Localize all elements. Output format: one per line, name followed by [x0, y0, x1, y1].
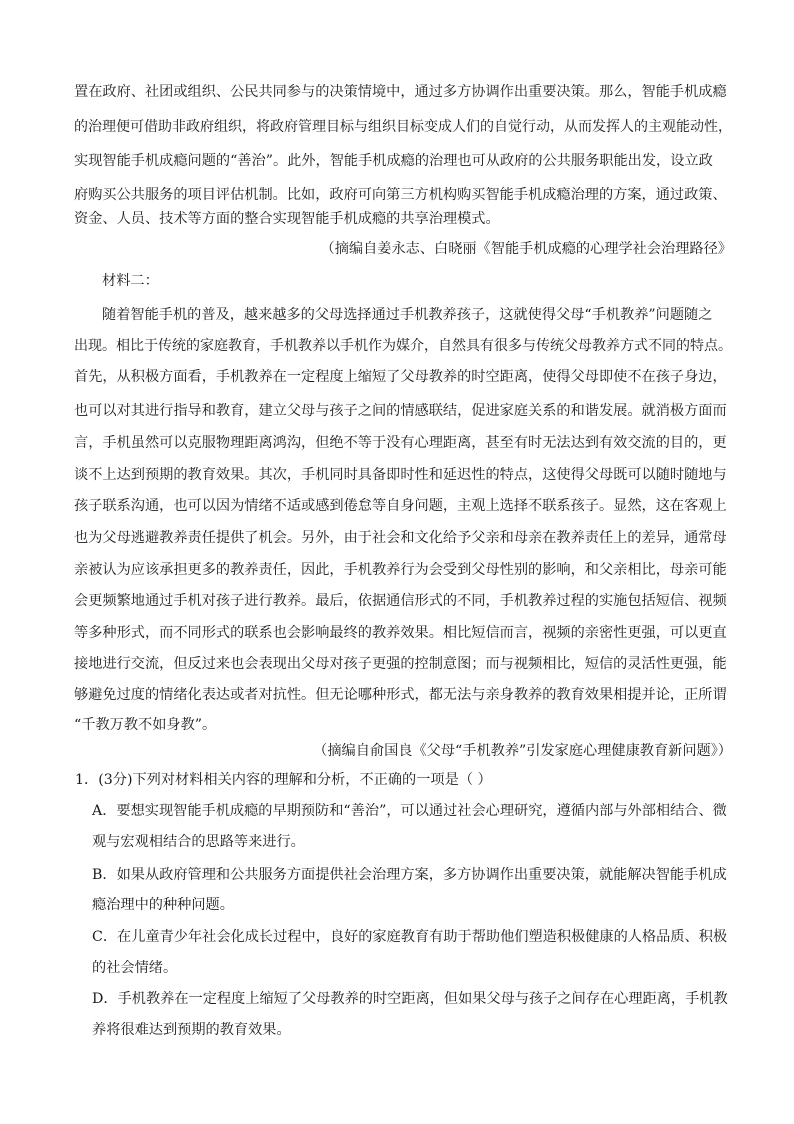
material2-line: 谈不上达到预期的教育效果。其次，手机同时具备即时性和延迟性的特点，这使得父母既可以随时随地与: [74, 467, 727, 483]
material2-line: 孩子联系沟通，也可以因为情绪不适或感到倦怠等自身问题，主观上选择不联系孩子。显然，这在客观上: [74, 498, 727, 514]
source-citation-2: （摘编自俞国良《父母“手机教养”引发家庭心理健康教育新问题》）: [313, 743, 732, 759]
material2-line: 也可以对其进行指导和教育，建立父母与孩子之间的情感联结，促进家庭关系的和谐发展。就消极方面而: [74, 403, 727, 419]
option-a-line2[interactable]: 观与宏观相结合的思路等来进行。: [92, 834, 305, 850]
material1-line: 置在政府、社团或组织、公民共同参与的决策情境中，通过多方协调作出重要决策。那么，智能手机成瘾: [74, 84, 727, 100]
material2-line: 也为父母逃避教养责任提供了机会。另外，由于社会和文化给予父亲和母亲在教养责任上的差异，通常母: [74, 530, 727, 546]
material2-line: 随着智能手机的普及，越来越多的父母选择通过手机教养孩子，这就使得父母“手机教养”问题随之: [102, 307, 713, 323]
material2-line: 等多种形式，而不同形式的联系也会影响最终的教养效果。相比短信而言，视频的亲密性更强，可以更直: [74, 625, 727, 641]
material2-line: 接地进行交流，但反过来也会表现出父母对孩子更强的控制意图；而与视频相比，短信的灵活性更强，能: [74, 656, 727, 672]
option-d-line2[interactable]: 养将很难达到预期的教育效果。: [92, 1022, 291, 1038]
source-citation-1: （摘编自姜永志、白晓丽《智能手机成瘾的心理学社会治理路径》: [320, 241, 732, 257]
option-c-line2[interactable]: 的社会情绪。: [92, 960, 178, 976]
material2-line: 够避免过度的情绪化表达或者对抗性。但无论哪种形式，都无法与亲身教养的教育效果相提并论，正所谓: [74, 687, 727, 703]
material1-line: 府购买公共服务的项目评估机制。比如，政府可向第三方机构购买智能手机成瘾治理的方案，通过政策、: [74, 187, 727, 203]
material2-line: 会更频繁地通过手机对孩子进行教养。最后，依据通信形式的不同，手机教养过程的实施包括短信、视频: [74, 593, 727, 609]
material2-line: 亲被认为应该承担更多的教养责任，因此，手机教养行为会受到父母性别的影响，和父亲相比，母亲可能: [74, 562, 727, 578]
material1-line: 的治理便可借助非政府组织，将政府管理目标与组织目标变成人们的自觉行动，从而发挥人的主观能动性，: [74, 119, 733, 135]
material2-line: “千教万教不如身教”。: [74, 717, 217, 733]
material2-line: 言，手机虽然可以克服物理距离鸿沟，但绝不等于没有心理距离，甚至有时无法达到有效交流的目的，更: [74, 435, 727, 451]
material1-line: 资金、人员、技术等方面的整合实现智能手机成瘾的共享治理模式。: [74, 211, 500, 227]
material2-heading: 材料二：: [102, 273, 159, 289]
option-c-line1[interactable]: C．在儿童青少年社会化成长过程中，良好的家庭教育有助于帮助他们塑造积极健康的人格品质、积极: [92, 929, 728, 945]
material2-line: 首先，从积极方面看，手机教养在一定程度上缩短了父母教养的时空距离，使得父母即使不在孩子身边，: [74, 369, 727, 385]
material2-line: 出现。相比于传统的家庭教育，手机教养以手机作为媒介，自然具有很多与传统父母教养方式不同的特点。: [74, 338, 733, 354]
question-stem: 1．(3分)下列对材料相关内容的理解和分析，不正确的一项是（ ）: [75, 772, 492, 788]
option-a-line1[interactable]: A．要想实现智能手机成瘾的早期预防和“善治”，可以通过社会心理研究，遵循内部与外部相结合、微: [92, 803, 727, 819]
option-d-line1[interactable]: D．手机教养在一定程度上缩短了父母教养的时空距离，但如果父母与孩子之间存在心理距离，手机教: [92, 991, 728, 1007]
option-b-line2[interactable]: 瘾治理中的种种问题。: [92, 897, 234, 913]
material1-line: 实现智能手机成瘾问题的“善治”。此外，智能手机成瘾的治理也可从政府的公共服务职能出发，设立政: [74, 153, 713, 169]
option-b-line1[interactable]: B．如果从政府管理和公共服务方面提供社会治理方案，多方协调作出重要决策，就能解决智能手机成: [92, 867, 727, 883]
